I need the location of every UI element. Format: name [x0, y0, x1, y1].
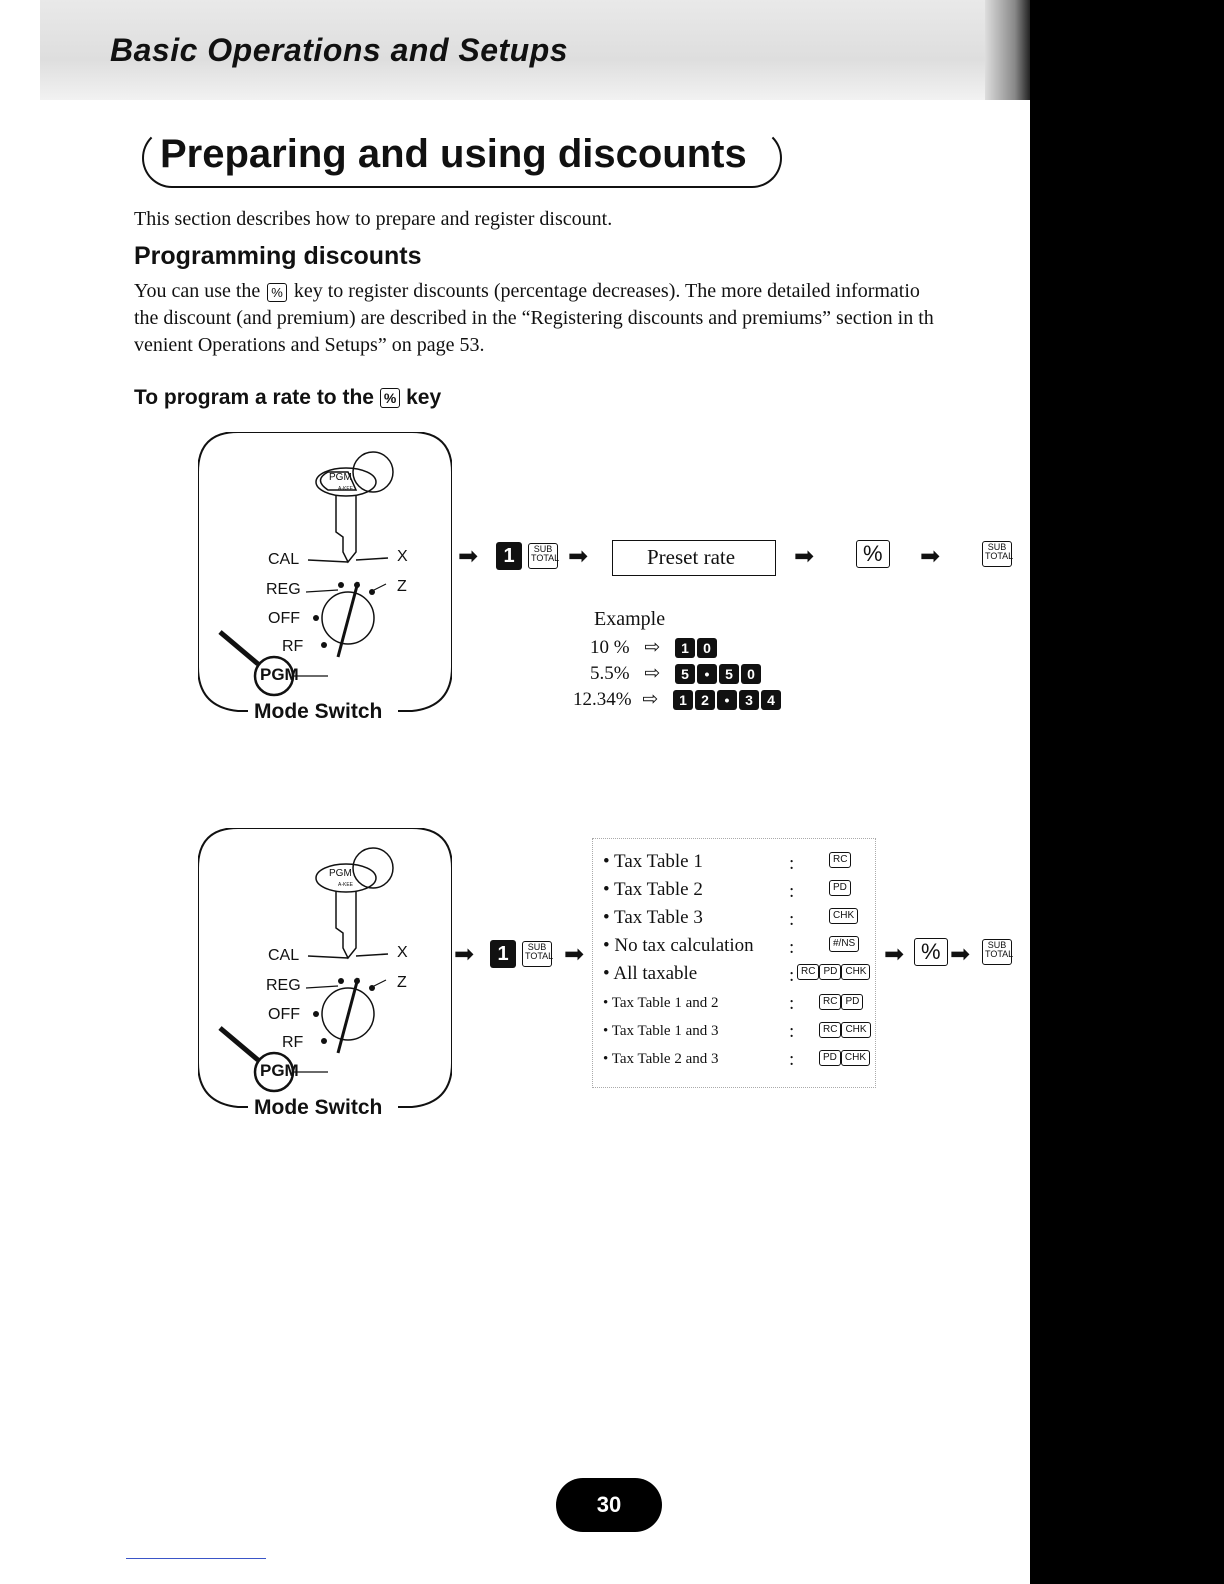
key-digit: • — [717, 690, 737, 710]
tax-label: • No tax calculation — [603, 935, 754, 956]
subtotal-bottom: TOTAL — [985, 949, 1014, 959]
page-number: 30 — [556, 1478, 662, 1532]
example-rate: 12.34% — [573, 689, 632, 710]
mode-switch-illustration — [198, 432, 452, 717]
key-digit: 2 — [695, 690, 715, 710]
arrow-icon: ➡ — [568, 542, 589, 570]
subtotal-top: SUB — [527, 942, 547, 952]
example-title: Example — [594, 608, 666, 630]
arrow-icon: ➡ — [454, 940, 475, 968]
tax-keys — [797, 963, 870, 981]
tax-colon: : — [789, 909, 795, 930]
subtotal-bottom: TOTAL — [525, 951, 554, 961]
pd-key-icon: PD — [819, 1050, 841, 1066]
mode-pgm-label: PGM — [260, 665, 299, 684]
preset-rate-label: Preset rate — [647, 545, 736, 569]
rc-key-icon: RC — [819, 1022, 841, 1038]
header-title: Basic Operations and Setups — [110, 32, 569, 68]
example-arrow-icon: ⇨ — [644, 637, 661, 658]
key-digit: 5 — [675, 664, 695, 684]
mode-reg-label: REG — [266, 977, 301, 994]
percent-key-icon: % — [856, 540, 890, 568]
subtotal-bottom: TOTAL — [985, 551, 1014, 561]
key-digit: 4 — [761, 690, 781, 710]
footer-rule — [126, 1558, 266, 1559]
h3-post: key — [406, 386, 442, 409]
mode-x-label: X — [397, 944, 408, 961]
tax-colon: : — [789, 1021, 795, 1042]
tax-keys — [819, 993, 863, 1011]
key-digit: 1 — [673, 690, 693, 710]
percent-key-icon: % — [380, 388, 400, 408]
tax-label: • Tax Table 1 and 3 — [603, 1023, 719, 1039]
subtotal-key-icon — [982, 541, 1012, 567]
tax-colon: : — [789, 881, 795, 902]
subtotal-top: SUB — [987, 940, 1007, 950]
key-digit: 5 — [719, 664, 739, 684]
pd-key-icon: PD — [841, 994, 863, 1010]
mode-switch-diagram — [198, 828, 452, 1119]
tax-label: • Tax Table 3 — [603, 907, 703, 928]
key-1: 1 — [496, 542, 522, 570]
mode-switch-illustration — [198, 828, 452, 1113]
mode-z-label: Z — [397, 578, 407, 595]
rc-key-icon: RC — [819, 994, 841, 1010]
chk-key-icon: CHK — [841, 964, 870, 980]
tax-row — [603, 1051, 719, 1068]
para-line-1 — [134, 278, 1024, 305]
subtotal-key-icon — [522, 941, 552, 967]
subtotal-bottom: TOTAL — [531, 553, 560, 563]
tax-label: • Tax Table 2 and 3 — [603, 1051, 719, 1067]
tax-keys — [829, 851, 851, 869]
procedure-heading — [134, 386, 441, 410]
tax-row — [603, 1023, 719, 1040]
arrow-icon: ➡ — [950, 940, 971, 968]
page-edge-black-bar — [1030, 0, 1224, 1584]
subtotal-top: SUB — [533, 544, 553, 554]
rc-key-icon: RC — [797, 964, 819, 980]
tax-keys — [829, 879, 851, 897]
mode-pgm-label: PGM — [260, 1061, 299, 1080]
tax-label: • Tax Table 1 — [603, 851, 703, 872]
para-line-3: venient Operations and Setups” on page 53. — [134, 334, 485, 356]
tax-label: • All taxable — [603, 963, 698, 984]
mode-x-label: X — [397, 548, 408, 565]
tax-colon: : — [789, 853, 795, 874]
arrow-icon: ➡ — [458, 542, 479, 570]
example-arrow-icon: ⇨ — [642, 689, 659, 710]
example-rate: 10 % — [590, 637, 630, 658]
tax-colon: : — [789, 1049, 795, 1070]
percent-key-icon: % — [914, 938, 948, 966]
arrow-icon: ➡ — [794, 542, 815, 570]
mode-cal-label: CAL — [268, 947, 300, 964]
key-digit: 1 — [675, 638, 695, 658]
subtotal-key-icon — [982, 939, 1012, 965]
chk-key-icon: CHK — [829, 908, 858, 924]
key-sublabel: A-KEE — [338, 882, 354, 888]
tax-keys — [829, 935, 859, 953]
chk-key-icon: CHK — [841, 1022, 870, 1038]
mode-cal-label: CAL — [268, 551, 300, 568]
arrow-icon: ➡ — [920, 542, 941, 570]
mode-z-label: Z — [397, 974, 407, 991]
section-title-frame — [142, 128, 782, 188]
pd-key-icon: PD — [819, 964, 841, 980]
tax-colon: : — [789, 965, 795, 986]
description-paragraph — [134, 278, 1024, 359]
h3-pre: To program a rate to the — [134, 386, 374, 409]
key-pgm-label: PGM — [329, 868, 352, 879]
tax-colon: : — [789, 937, 795, 958]
example-row — [590, 662, 763, 685]
key-digit: 0 — [697, 638, 717, 658]
arrow-icon: ➡ — [884, 940, 905, 968]
chk-key-icon: CHK — [841, 1050, 870, 1066]
page-edge-shadow — [985, 0, 1035, 100]
tax-row — [603, 907, 703, 929]
tax-row — [603, 995, 719, 1012]
para-pre: You can use the — [134, 280, 261, 302]
example-row — [573, 688, 783, 711]
mode-rf-label: RF — [282, 638, 304, 655]
pd-key-icon: PD — [829, 880, 851, 896]
tax-colon: : — [789, 993, 795, 1014]
tax-row — [603, 879, 703, 901]
mode-switch-label: Mode Switch — [248, 700, 388, 724]
mode-switch-diagram — [198, 432, 452, 723]
subtotal-top: SUB — [987, 542, 1007, 552]
key-digit: 0 — [741, 664, 761, 684]
key-digit: 3 — [739, 690, 759, 710]
rc-key-icon: RC — [829, 852, 851, 868]
preset-rate-box — [612, 540, 776, 576]
mode-rf-label: RF — [282, 1034, 304, 1051]
para-line-2: the discount (and premium) are described in the “Registering discounts and premiums” section in th — [134, 307, 934, 329]
arrow-icon: ➡ — [564, 940, 585, 968]
tax-label: • Tax Table 2 — [603, 879, 703, 900]
tax-row — [603, 935, 754, 957]
subtotal-key-icon — [528, 543, 558, 569]
tax-table-box — [592, 838, 876, 1088]
ns-key-icon: #/NS — [829, 936, 859, 952]
section-title: Preparing and using discounts — [160, 132, 747, 176]
key-1: 1 — [490, 940, 516, 968]
mode-switch-label: Mode Switch — [248, 1096, 388, 1120]
mode-off-label: OFF — [268, 610, 300, 627]
tax-keys — [819, 1021, 871, 1039]
intro-text: This section describes how to prepare and register discount. — [134, 208, 613, 230]
tax-keys — [819, 1049, 870, 1067]
key-digit: • — [697, 664, 717, 684]
mode-reg-label: REG — [266, 581, 301, 598]
tax-row — [603, 851, 703, 873]
subheading: Programming discounts — [134, 242, 422, 270]
para-post: key to register discounts (percentage decreases). The more detailed informatio — [293, 280, 920, 302]
mode-off-label: OFF — [268, 1006, 300, 1023]
example-arrow-icon: ⇨ — [644, 663, 661, 684]
key-pgm-label: PGM — [329, 472, 352, 483]
example-rate: 5.5% — [590, 663, 630, 684]
example-row — [590, 636, 719, 659]
key-sublabel: A-KEE — [338, 486, 354, 492]
tax-keys — [829, 907, 858, 925]
tax-row — [603, 963, 697, 985]
percent-key-icon: % — [267, 283, 287, 302]
tax-label: • Tax Table 1 and 2 — [603, 995, 719, 1011]
